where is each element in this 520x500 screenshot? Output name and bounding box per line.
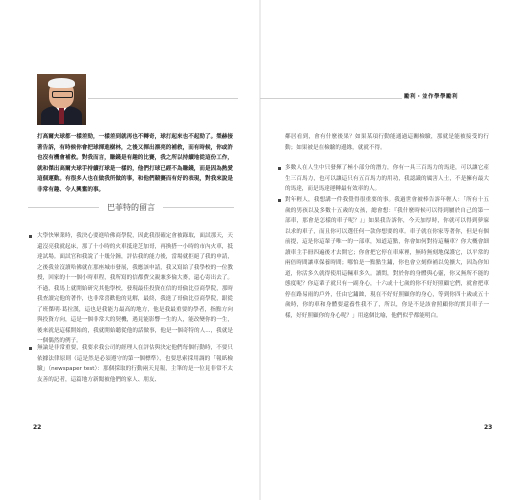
heading-rule-right	[163, 207, 234, 208]
heading-rule-left	[28, 207, 99, 208]
right-page	[260, 0, 520, 500]
header-rule	[260, 98, 402, 99]
quote-paragraph-3: 多數人在人生中只發揮了極小部分的潛力，你有一具三百馬力的馬達，可以讓它產生三百馬力，也可以讓這只有五百馬力的用功，我認識的厲害人士，不是擁有最大的馬達，而是馬達運轉最有效率的人。	[285, 165, 489, 192]
section-heading	[28, 199, 234, 215]
section-title: 巴菲特的留言	[107, 202, 155, 212]
intro-paragraph: 打高爾夫球都一樣差勁，一樣差到就再也不轉奇，球打起來也不起勁了。榮赫接著告訴，有時候你會把球揮進樹林，之後又揮出漂亮的補救，而有時候，你或許也沒有機會補救。對我而言，賺錢是有趣的比賽，我之所以持續地從這份工作，就和傑出高爾夫球手持續打球是一樣的，他們打球已經不為賺錢，而是因為熱愛這個運動。有很多人也在做我所做的事，和他們競賽而有好的表現，對我來說是非常有趣、令人興奮的事。	[37, 134, 233, 193]
quote-paragraph-4: 對年輕人，我想講一件我覺得很重要的事。我過世會被棒告訴年輕人：「所有十五歲的男孩以及多數十五歲的女孩，總會想：『我什麼時候可以得到屬於自己的第一部車，那會是怎樣的車子呢？』」如果我告訴你，今天加厚時，你就可以得到夢寐以求的車子，而且你可以選任何一款你想要的車。車子就在你家等著你，但是有個前提，這是你這輩子唯一的一部車，知道這點，你會如何對待這輛車？你大概會細讀車主手冊四遍後才去開它；你會把它停在車庫裡，無時無刻地保護它，以平常的兩倍時間讓車保養時間；哪怕是一點點生鏽，你也會立刻修補以免擴大，因為你知道，你活多久就得使用這輛車多久。讀問，對於你的身體與心靈，你又無所不能的態度呢？你這輩子就只有一副身心，十六或十七歲的你不好好照顧它們，就會把車停在路易雨的戶外，任由它鏽蝕，現在不好好照顧你的身心，等到你四十歲或五十歲時，你的車和身體要還養性我不了，所以，你是不是該會照顧你的實貝車子一樣，好好照顧你的身心呢？」用遠個比喻，他們似乎都能明白。	[285, 197, 489, 319]
bullet-marker	[29, 347, 32, 350]
running-head: 勵利・並作學學勵利	[404, 94, 459, 100]
quote-paragraph-1: 大學快畢業時，我決心要進哈佛商學院，因此我很確定會被錄取，面試那天，天還沒亮我就起床，那了十小時的火車抵達芝加哥，再換搭一小時的市內火車，抵達試場。面試官和我說了十幾分鐘，評估我的能力後，當場就拒絕了我的申請，之後我並沒讀哈佛就在那座城市發展，我應該申請，我又寫給了我學校的一位教授，回家的十一個小時車程，我所寫的信都費父親兼多倫大麥，還心寄出去了。不過，我馬上就開始研究其他學校，發現最佳投資在信的哥倫比亞商學院，那時我查讀完他的著作，也非常喜歡他的見解，最終，我進了哥倫比亞商學院，跟從了班傑明‧葛拉漢，這也是我能力最高的地方，他是我最重要的學者，指點方向與投資方向，這是一個非常大的契機，遇見能影響一生的人，能改變你的一生，後來就是這樣開始的，我就開始聽從他的話做事，他是一個奇特的人...，我就是一個偶然的例子。	[37, 233, 233, 344]
bullet-marker	[278, 167, 281, 170]
page-number-right: 23	[484, 424, 493, 431]
bullet-marker	[29, 235, 32, 238]
page-number-left: 22	[33, 424, 42, 431]
header-rule	[88, 98, 238, 99]
continued-paragraph: 鄰居看到，會有什麼後果？如果某項行動能通過這關檢驗，那就是能被接受的行動；如果被是在檢驗的邊緣，就就不得。	[285, 134, 489, 151]
author-portrait	[37, 74, 86, 125]
bullet-marker	[278, 199, 281, 202]
quote-paragraph-2: 無論是非常重要，我要求我公司的經理人在評估與決定他們每個行動時，不要只依據法律原則（這是然是必須遵守的第一個標準），也要思索採用調的「報紙檢驗」（newspaper test）：那個採取的行動兩天見報，主筆的是一位見非常不太友善的記者，這篇地方新聞被他們的家人、朋友、	[37, 345, 233, 383]
